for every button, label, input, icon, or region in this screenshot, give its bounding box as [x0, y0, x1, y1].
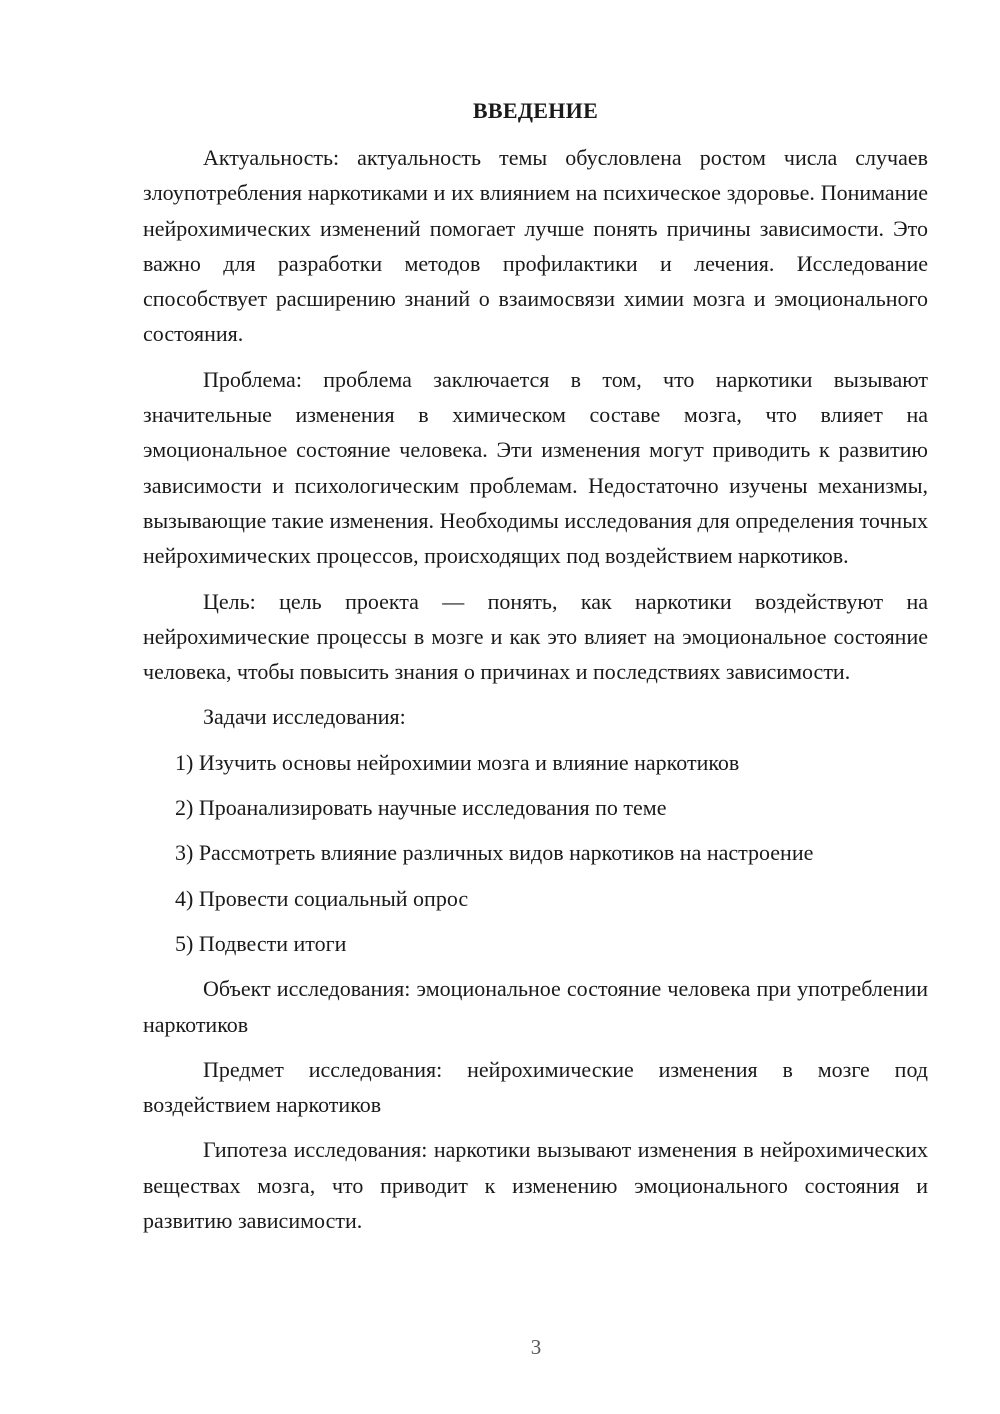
- page-number: 3: [530, 1335, 542, 1359]
- paragraph-goal: Цель: цель проекта — понять, как наркотики воздействуют на нейрохимические процессы в мозге и как это влияет на эмоциональное состояние человека, чтобы повысить знания о причинах и последствиях зависимости.: [143, 588, 928, 685]
- paragraph-relevance: Актуальность: актуальность темы обусловлена ростом числа случаев злоупотребления наркотиками и их влиянием на психическое здоровье. Понимание нейрохимических изменений помогает лучше понять причины зависимости. Это важно для разработки методов профилактики и лечения. Исследование способствует расширению знаний о взаимосвязи химии мозга и эмоционального состояния.: [143, 145, 928, 347]
- paragraph-hypothesis: Гипотеза исследования: наркотики вызывают изменения в нейрохимических веществах мозга, что приводит к изменению эмоционального состояния и развитию зависимости.: [143, 1137, 928, 1234]
- section-title: ВВЕДЕНИЕ: [472, 98, 599, 123]
- task-item: 5) Подвести итоги: [175, 930, 347, 956]
- tasks-list: [143, 745, 928, 961]
- paragraph-object: Объект исследования: эмоциональное состояние человека при употреблении наркотиков: [143, 976, 928, 1037]
- paragraph-problem: Проблема: проблема заключается в том, что наркотики вызывают значительные изменения в химическом составе мозга, что влияет на эмоциональное состояние человека. Эти изменения могут приводить к развитию зависимости и психологическим проблемам. Недостаточно изучены механизмы, вызывающие такие изменения. Необходимы исследования для определения точных нейрохимических процессов, происходящих под воздействием наркотиков.: [143, 366, 928, 569]
- task-item: 4) Провести социальный опрос: [175, 885, 469, 911]
- task-item: 2) Проанализировать научные исследования по теме: [175, 795, 667, 821]
- task-item: 1) Изучить основы нейрохимии мозга и влияние наркотиков: [175, 749, 740, 775]
- page-content: [143, 96, 928, 1248]
- tasks-heading: Задачи исследования:: [203, 704, 406, 730]
- task-item: 3) Рассмотреть влияние различных видов наркотиков на настроение: [175, 840, 814, 866]
- paragraph-subject: Предмет исследования: нейрохимические изменения в мозге под воздействием наркотиков: [143, 1056, 928, 1118]
